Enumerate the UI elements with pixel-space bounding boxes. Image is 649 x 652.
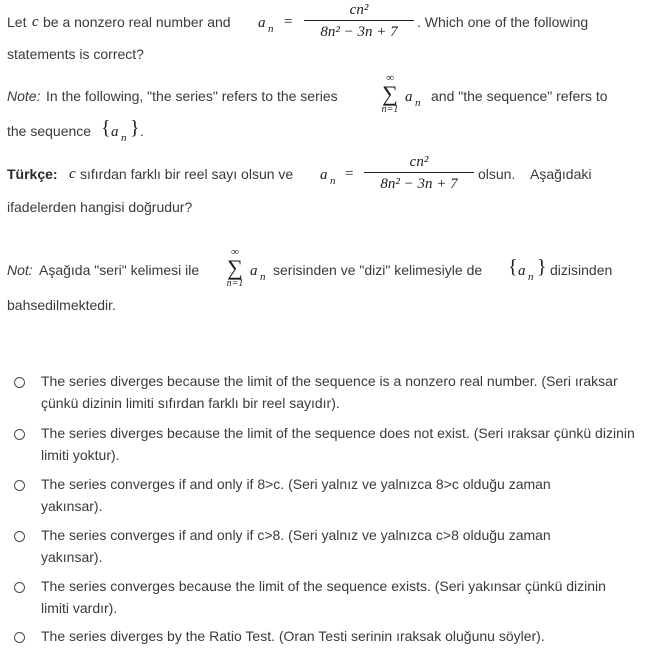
fraction-denominator: 8n² − 3n + 7 xyxy=(320,24,398,40)
turkce-text: sıfırdan farklı bir reel sayı olsun ve xyxy=(80,166,294,182)
note-label: Note: xyxy=(7,88,41,104)
turkce-fraction-numerator: cn² xyxy=(409,154,429,170)
summation-symbol xyxy=(378,73,402,115)
sigma-icon: ∑ xyxy=(382,81,398,106)
turkce-subscript-n: n xyxy=(330,175,336,187)
radio-button[interactable] xyxy=(14,480,25,491)
option-label: The series diverges because the limit of the sequence does not exist. (Seri ıraksar çünkü dizinin limiti yoktur). xyxy=(41,425,635,463)
note-subscript-n: n xyxy=(415,97,421,109)
not-seq-a: a xyxy=(518,263,526,279)
radio-button[interactable] xyxy=(14,377,25,388)
not-sum-upper-limit: ∞ xyxy=(231,246,239,258)
not-text-seri: Aşağıda "seri" kelimesi ile xyxy=(39,262,200,278)
option-label: The series converges if and only if 8>c. (Seri yalnız ve yalnızca 8>c olduğu zaman yakınsar). xyxy=(41,476,551,514)
question-text-which: . Which one of the following xyxy=(417,14,589,30)
not-sum-lower-limit: n=1 xyxy=(226,278,244,289)
variable-a: a xyxy=(258,15,266,31)
variable-c: c xyxy=(32,14,39,30)
radio-button[interactable] xyxy=(14,632,25,643)
not-sigma-icon: ∑ xyxy=(227,255,243,280)
turkce-fraction xyxy=(364,153,474,193)
question-text-let: Let xyxy=(7,14,27,30)
option-label: The series diverges by the Ratio Test. (Oran Testi serinin ıraksak oluğunu söyler). xyxy=(41,628,545,644)
fraction-an xyxy=(304,1,414,41)
radio-button[interactable] xyxy=(14,429,25,440)
note-seq-a: a xyxy=(111,124,119,140)
radio-button[interactable] xyxy=(14,582,25,593)
brace-open: { xyxy=(101,117,111,139)
subscript-n: n xyxy=(268,23,274,35)
equals-sign: = xyxy=(284,14,293,30)
turkce-text-olsun: olsun. xyxy=(478,166,516,182)
question-text-nonzero: be a nonzero real number and xyxy=(43,14,231,30)
radio-button[interactable] xyxy=(14,531,25,542)
not-label: Not: xyxy=(7,262,33,278)
note-text-sequence: and "the sequence" refers to xyxy=(431,88,608,104)
not-subscript-n: n xyxy=(260,271,266,283)
not-text-bahsedilmektedir: bahsedilmektedir. xyxy=(7,297,116,313)
note-text-series: In the following, "the series" refers to the series xyxy=(46,88,338,104)
brace-close: } xyxy=(130,117,140,139)
option-label: The series converges because the limit of the sequence exists. (Seri yakınsar çünkü dizinin limiti vardır). xyxy=(41,578,606,616)
not-brace-close: } xyxy=(537,256,547,278)
note-period: . xyxy=(140,123,144,139)
sum-upper-limit: ∞ xyxy=(386,72,394,84)
note-variable-a: a xyxy=(405,89,413,105)
not-text-dizisinden: dizisinden xyxy=(550,262,613,278)
question-text-statements: statements is correct? xyxy=(7,46,144,62)
not-brace-open: { xyxy=(508,256,518,278)
not-text-serisinden: serisinden ve "dizi" kelimesiyle de xyxy=(273,262,483,278)
turkce-variable-c: c xyxy=(69,166,76,182)
fraction-numerator: cn² xyxy=(349,2,369,18)
turkce-text-ifadelerden: ifadelerden hangisi doğrudur? xyxy=(7,199,193,215)
turkce-variable-a: a xyxy=(320,167,328,183)
turkce-equals: = xyxy=(345,166,354,182)
turkce-label: Türkçe: xyxy=(7,166,58,182)
note-seq-n: n xyxy=(121,132,127,144)
turkce-fraction-bar xyxy=(364,172,474,173)
not-variable-a: a xyxy=(250,263,258,279)
turkce-text-asagidaki: Aşağıdaki xyxy=(530,166,592,182)
sum-lower-limit: n=1 xyxy=(381,104,399,115)
turkce-fraction-denominator: 8n² − 3n + 7 xyxy=(380,176,458,192)
fraction-bar xyxy=(304,20,414,21)
not-summation-symbol xyxy=(223,247,247,289)
option-label: The series converges if and only if c>8. (Seri yalnız ve yalnızca c>8 olduğu zaman yakınsar). xyxy=(41,527,551,565)
note-text-the-sequence: the sequence xyxy=(7,123,92,139)
option-label: The series diverges because the limit of the sequence is a nonzero real number. (Seri ıraksar çünkü dizinin limiti sıfırdan farklı bir reel sayıdır). xyxy=(41,373,618,411)
not-seq-n: n xyxy=(528,271,534,283)
